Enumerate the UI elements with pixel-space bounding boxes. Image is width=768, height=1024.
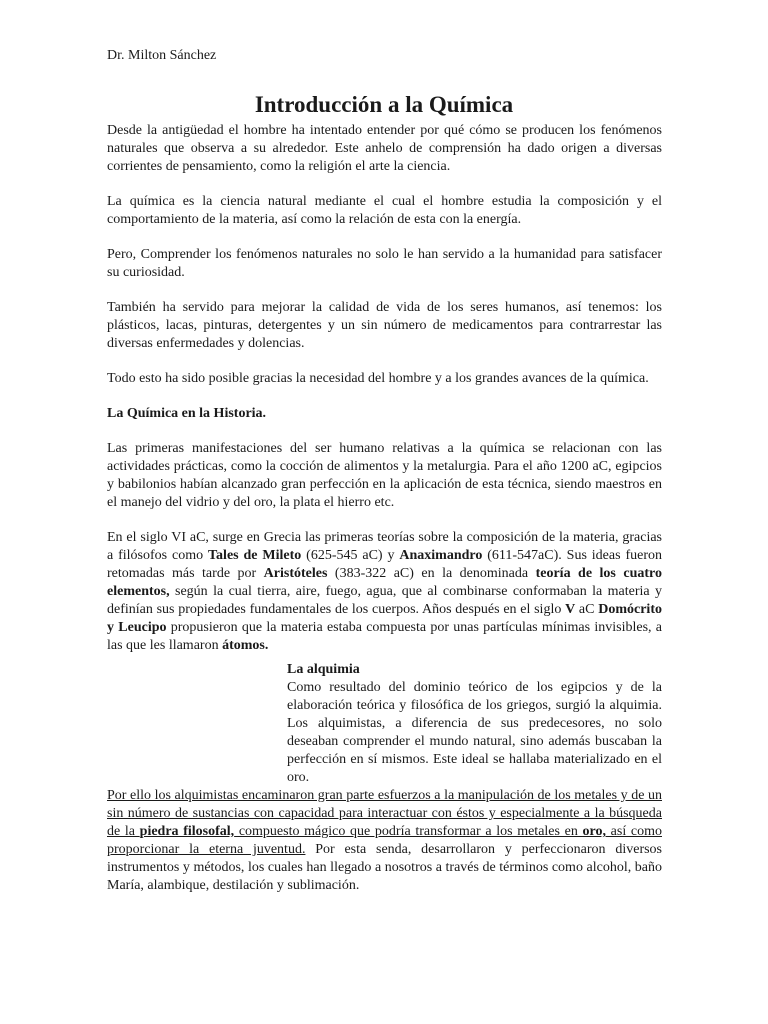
bold-term: Anaximandro <box>399 548 483 563</box>
history-paragraph-1: Las primeras manifestaciones del ser humano relativas a la química se relacionan con las actividades prácticas, como la cocción de alimentos y la metalurgia. Para el año 1200 aC, egipcios y babilonios habían alcanzado gran perfección en la aplicación de esta técnica, siendo maestros en el manejo del vidrio y del oro, la plata el hierro etc. <box>107 441 662 510</box>
document-title: Introducción a la Química <box>254 92 514 117</box>
text-run: según la cual tierra, aire, fuego, agua, que al combinarse conformaban la materia y definían sus propiedades fundamentales de los cuerpos. Años después en el siglo <box>107 584 662 617</box>
alchemy-heading: La alquimia <box>287 662 360 677</box>
bold-term: Domócrito y Leucipo <box>107 602 662 635</box>
alchemy-paragraph: Como resultado del dominio teórico de los egipcios y de la elaboración teórica y filosófica de los griegos, surgió la alquimia. Los alquimistas, a diferencia de sus predecesores, no solo deseaban comprender el mundo natural, sino además buscaban la perfección en sí mismos. Este ideal se hallaba materializado en el oro. <box>287 680 662 785</box>
bold-term: teoría de los cuatro elementos, <box>107 566 662 599</box>
intro-paragraph-4: También ha servido para mejorar la calidad de vida de los seres humanos, así tenemos: los plásticos, lacas, pinturas, detergentes y un sin número de medicamentos para contrarrestar las diversas enfermedades y dolencias. <box>107 300 662 351</box>
text-run: (383-322 aC) en la denominada <box>327 566 536 581</box>
document-body <box>107 122 662 912</box>
text-run: propusieron que la materia estaba compuesta por unas partículas mínimas invisibles, a las que les llamaron <box>107 620 662 653</box>
alchemy-section <box>287 661 662 787</box>
author-line: Dr. Milton Sánchez <box>107 48 217 63</box>
bold-underlined-term: oro, <box>582 824 606 839</box>
text-run: Por esta senda, desarrollaron y perfeccionaron diversos instrumentos y métodos, los cuales han llegado a nosotros a través de términos como alcohol, baño María, alambique, destilación y sublimación. <box>107 842 662 893</box>
intro-paragraph-3: Pero, Comprender los fenómenos naturales no solo le han servido a la humanidad para satisfacer su curiosidad. <box>107 247 662 280</box>
intro-paragraph-5: Todo esto ha sido posible gracias la necesidad del hombre y a los grandes avances de la química. <box>107 371 649 386</box>
underlined-text-run: Por ello los alquimistas encaminaron gran parte esfuerzos a la manipulación de los metales y de un sin número de sustancias con capacidad para interactuar con éstos y especialmente a la búsqueda de la <box>107 788 662 839</box>
text-run: En el siglo VI aC, surge en Grecia las primeras teorías sobre la composición de la materia, gracias a filósofos como <box>107 530 662 563</box>
bold-term: átomos. <box>222 638 269 653</box>
text-run: aC <box>575 602 599 617</box>
intro-paragraph-2: La química es la ciencia natural mediante el cual el hombre estudia la composición y el comportamiento de la materia, así como la relación de esta con la energía. <box>107 194 662 227</box>
bold-term: V <box>565 602 576 617</box>
underlined-text-run: así como proporcionar la eterna juventud. <box>107 824 662 857</box>
bold-term: Aristóteles <box>263 566 328 581</box>
final-paragraph <box>107 787 662 895</box>
intro-paragraph-1: Desde la antigüedad el hombre ha intentado entender por qué cómo se producen los fenómenos naturales que observa a su alrededor. Este anhelo de comprensión ha dado origen a diversas corrientes de pensamiento, como la religión el arte la ciencia. <box>107 123 662 174</box>
text-run: (625-545 aC) y <box>301 548 400 563</box>
underlined-text-run: compuesto mágico que podría transformar a los metales en <box>234 824 583 839</box>
history-paragraph-2 <box>107 529 662 655</box>
text-run: (611-547aC). Sus ideas fueron retomadas más tarde por <box>107 548 662 581</box>
bold-underlined-term: piedra filosofal, <box>139 824 235 839</box>
bold-term: Tales de Mileto <box>208 548 302 563</box>
history-heading: La Química en la Historia. <box>107 406 267 421</box>
